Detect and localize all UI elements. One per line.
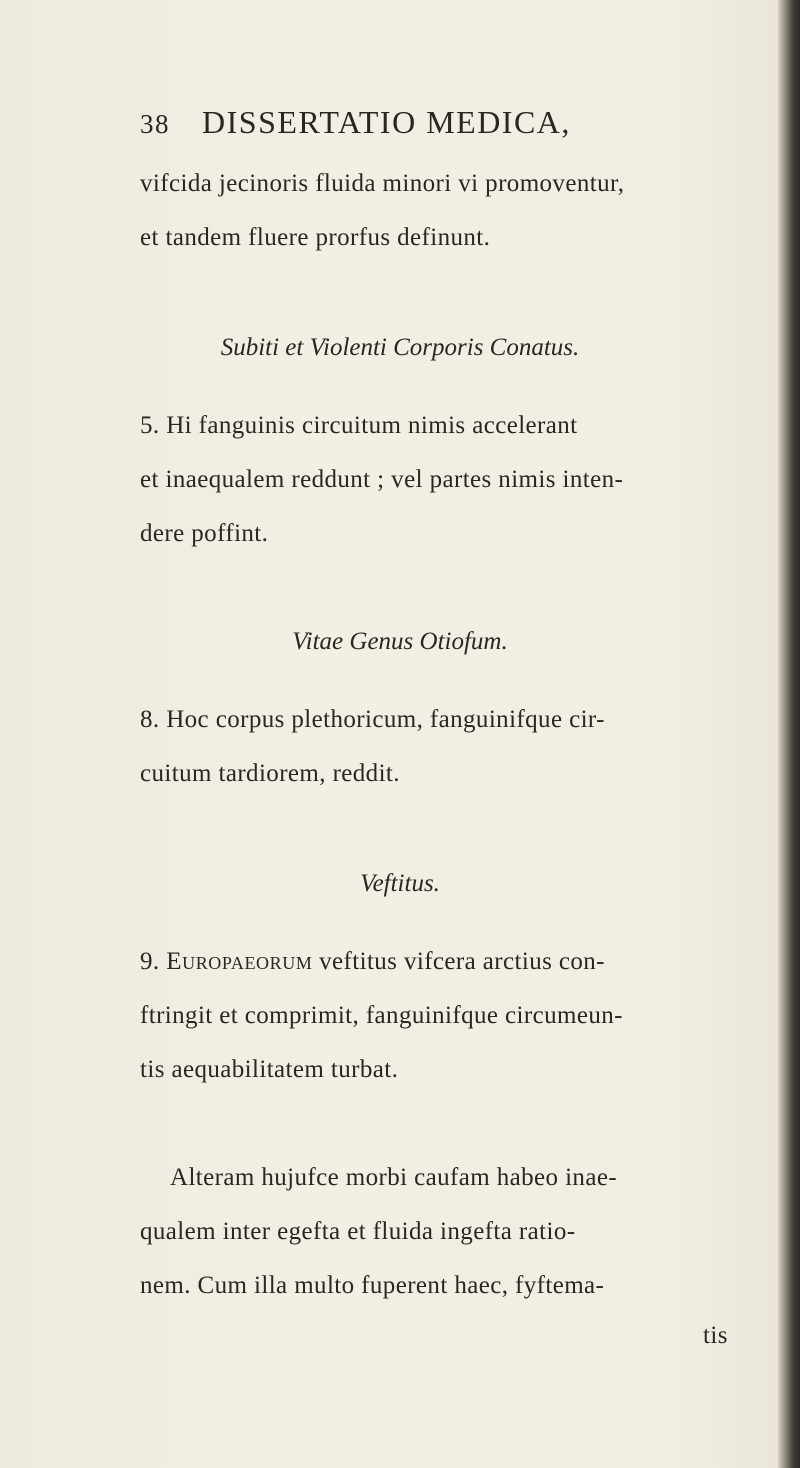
text-line: [140, 948, 605, 976]
text-line: Alteram hujufce morbi caufam habeo inae-: [170, 1164, 618, 1191]
text-run: veftitus vifcera arctius con-: [319, 948, 605, 975]
small-caps-word: Europaeorum: [166, 948, 313, 975]
page-edge-shadow: [778, 0, 800, 1468]
text-line: 5. Hi fanguinis circuitum nimis accelerant: [140, 412, 578, 439]
text-line: vifcida jecinoris fluida minori vi promoventur,: [140, 170, 625, 197]
page-number: 38: [140, 109, 170, 139]
running-head: [140, 104, 660, 141]
text-line: qualem inter egefta et fluida ingefta ratio-: [140, 1218, 576, 1245]
catchword: tis: [703, 1322, 728, 1349]
text-line: et inaequalem reddunt ; vel partes nimis inten-: [140, 466, 624, 493]
text-line: dere poffint.: [140, 520, 269, 547]
text-line: tis aequabilitatem turbat.: [140, 1056, 399, 1083]
text-line: cuitum tardiorem, reddit.: [140, 760, 400, 787]
section-heading: Vitae Genus Otiofum.: [292, 628, 508, 655]
section-heading: Subiti et Violenti Corporis Conatus.: [220, 334, 580, 361]
running-title: DISSERTATIO MEDICA,: [202, 104, 571, 140]
paragraph-number: 9.: [140, 948, 160, 975]
text-line: ftringit et comprimit, fanguinifque circumeun-: [140, 1002, 623, 1029]
section-heading: Veftitus.: [360, 870, 440, 897]
text-line: et tandem fluere prorfus definunt.: [140, 224, 491, 251]
text-line: nem. Cum illa multo fuperent haec, fyftema-: [140, 1272, 605, 1299]
text-line: 8. Hoc corpus plethoricum, fanguinifque cir-: [140, 706, 605, 733]
